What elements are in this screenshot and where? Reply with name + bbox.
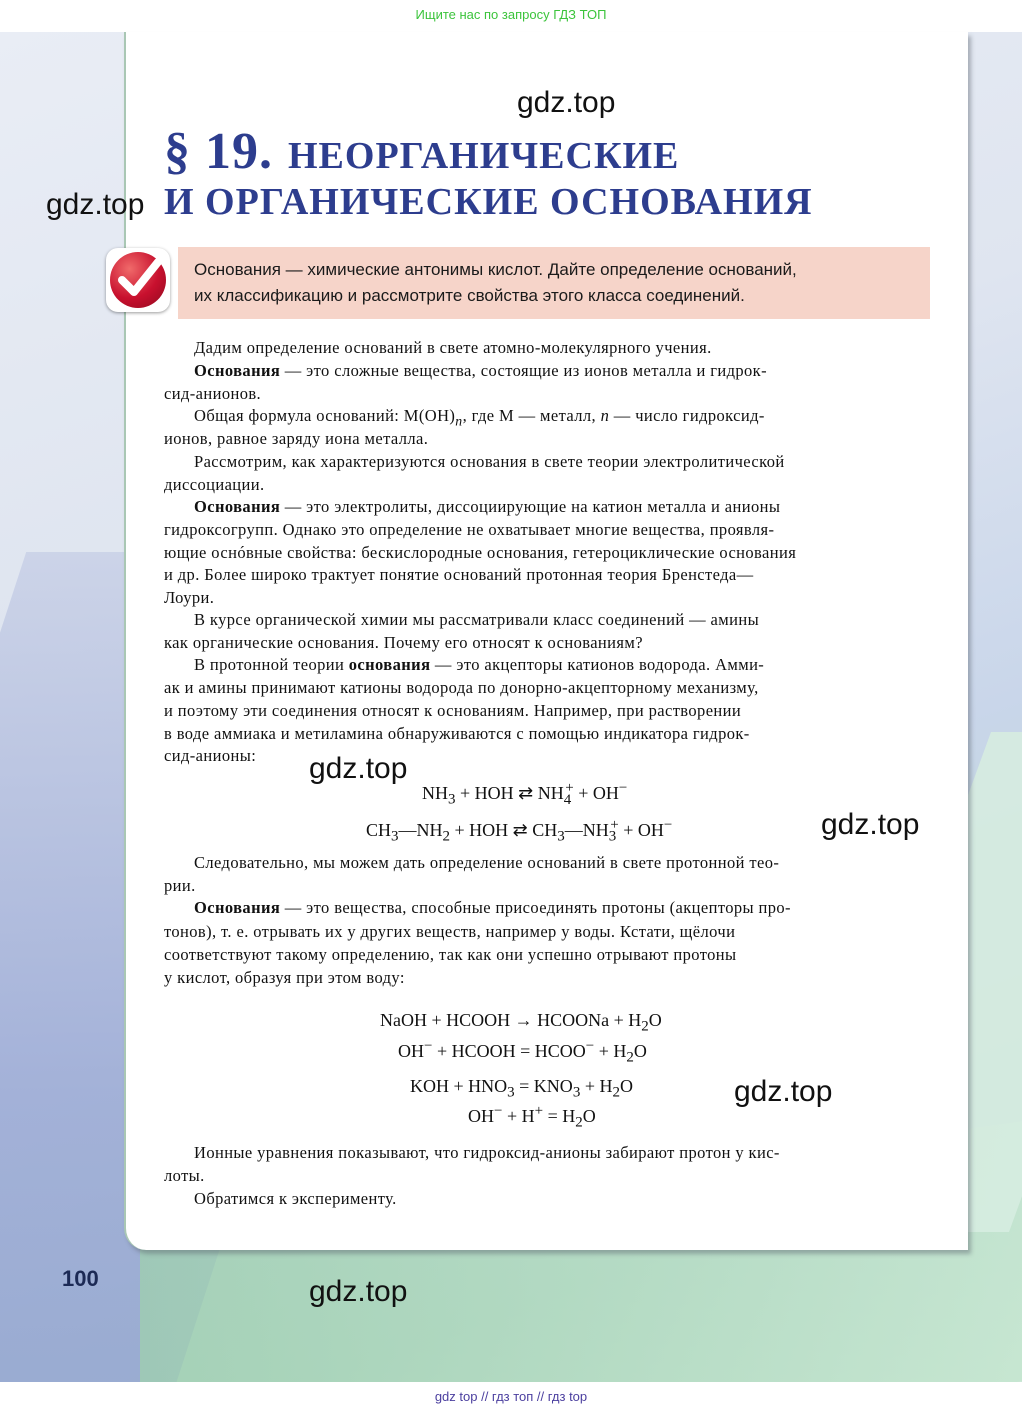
paragraph-line: гидроксогрупп. Однако это определение не охватывает многие вещества, проявля- [164, 520, 775, 539]
paragraph-line: Следовательно, мы можем дать определение оснований в свете протонной тео- [194, 853, 780, 872]
paragraph-line [194, 654, 764, 676]
paragraph-line: Рассмотрим, как характеризуются основания в свете теории электролитической [194, 452, 785, 471]
intro-callout [178, 247, 930, 319]
intro-text-line: их классификацию и рассмотрите свойства этого класса соединений. [194, 286, 745, 305]
paragraph-line: ак и амины принимают катионы водорода по донорно-акцепторному механизму, [164, 678, 759, 697]
equation-methylamine: $CH_3—NH_2$ + HOH ⇄ $CH_3—NH_3^+ + OH^-$ [366, 817, 673, 845]
text-span: — это сложные вещества, состоящие из ионов металла и гидрок- [280, 361, 767, 380]
paragraph-line: тонов), т. е. отрывать их у других веществ, например у воды. Кстати, щёлочи [164, 922, 736, 941]
text-span: , где M — металл, [462, 406, 601, 425]
paragraph-line: в воде аммиака и метиламина обнаруживаются с помощью индикатора гидрок- [164, 724, 750, 743]
text-span: — это вещества, способные присоединять протоны (акцепторы про- [280, 898, 791, 917]
term-bold: основания [348, 655, 431, 674]
term-bold: Основания [194, 497, 281, 516]
equation-ammonia: $NH_3$ + HOH ⇄ $NH_4^+ + OH^-$ [422, 780, 628, 808]
paragraph-line: лоты. [164, 1166, 205, 1185]
section-title-text: НЕОРГАНИЧЕСКИЕ [288, 135, 680, 177]
paragraph-line: рии. [164, 876, 196, 895]
paragraph-line [194, 360, 767, 382]
footer-links[interactable]: gdz top // гдз топ // гдз top [0, 1382, 1022, 1415]
watermark: gdz.top [46, 188, 145, 221]
paragraph-line: сид-анионы: [164, 746, 257, 765]
text-span: В протонной теории [194, 655, 349, 674]
section-number: § 19. [164, 123, 273, 180]
paragraph-line: как органические основания. Почему его относят к основаниям? [164, 633, 643, 652]
watermark: gdz.top [821, 808, 920, 841]
equation-ionic-1: OH− + HCOOH = HCOO− + $H_2O$ [398, 1038, 647, 1066]
equation-ionic-2: $OH^- + H^+ = H_2O$ [468, 1103, 596, 1131]
paragraph-line: Лоури. [164, 588, 215, 607]
paragraph-line: Ионные уравнения показывают, что гидроксид-анионы забирают протон у кис- [194, 1143, 780, 1162]
paragraph-line: диссоциации. [164, 475, 265, 494]
paragraph-line: Дадим определение оснований в свете атомно-молекулярного учения. [194, 338, 712, 357]
paragraph-line: и поэтому эти соединения относят к основаниям. Например, при растворении [164, 701, 742, 720]
section-title-line-2 [164, 180, 813, 224]
paragraph-line: ющие оснóвные свойства: бескислородные основания, гетероциклические основания [164, 543, 797, 562]
text-span: Общая формула оснований: M(OH) [194, 406, 456, 425]
watermark: gdz.top [309, 752, 408, 785]
watermark: gdz.top [734, 1075, 833, 1108]
paragraph-line [194, 897, 791, 919]
text-span: — это электролиты, диссоциирующие на катион металла и анионы [280, 497, 781, 516]
watermark: gdz.top [517, 86, 616, 119]
term-bold: Основания [194, 361, 281, 380]
term-bold: Основания [194, 898, 281, 917]
italic-n: n [600, 406, 610, 425]
text-span: — это акцепторы катионов водорода. Амми- [430, 655, 765, 674]
paragraph-line: соответствуют такому определению, так как они успешно отрывают протоны [164, 945, 737, 964]
section-title-text: И ОРГАНИЧЕСКИЕ ОСНОВАНИЯ [164, 181, 813, 223]
paragraph-line: у кислот, образуя при этом воду: [164, 968, 405, 987]
equation-koh: KOH + $HNO_3 = KNO_3 + H_2O$ [410, 1076, 633, 1101]
paragraph-line: сид-анионов. [164, 384, 262, 403]
subscript: n [455, 413, 463, 429]
intro-text-line: Основания — химические антонимы кислот. Дайте определение оснований, [194, 260, 797, 279]
section-title-line-1 [164, 122, 679, 181]
top-banner[interactable]: Ищите нас по запросу ГДЗ ТОП [0, 0, 1022, 32]
paragraph-line: Обратимся к эксперименту. [194, 1189, 397, 1208]
paragraph-line [194, 496, 780, 518]
watermark: gdz.top [309, 1275, 408, 1308]
paragraph-line: ионов, равное заряду иона металла. [164, 429, 429, 448]
page-number: 100 [62, 1266, 99, 1291]
text-span: — число гидроксид- [609, 406, 765, 425]
equation-naoh: NaOH + HCOOH → HCOONa + $H_2O$ [380, 1010, 662, 1035]
paragraph-line: и др. Более широко трактует понятие оснований протонная теория Бренстеда— [164, 565, 754, 584]
checkmark-icon [106, 248, 170, 312]
paragraph-line: В курсе органической химии мы рассматривали класс соединений — амины [194, 610, 760, 629]
